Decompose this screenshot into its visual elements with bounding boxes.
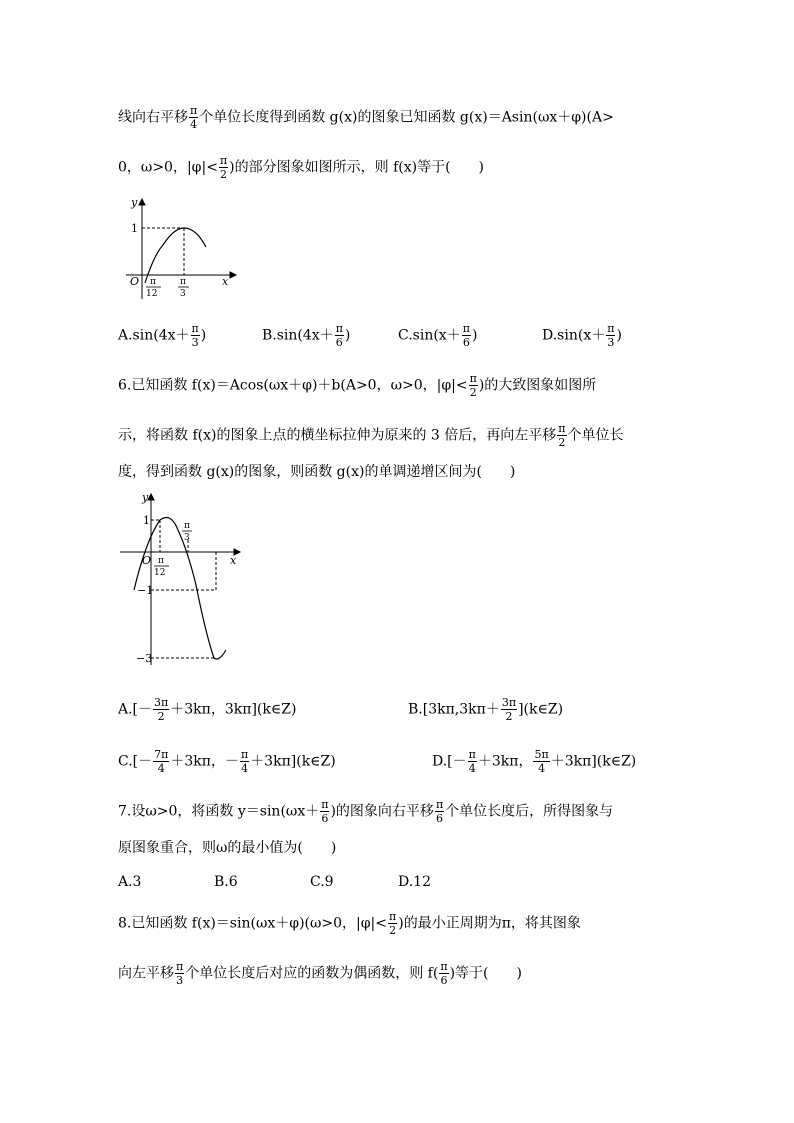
q6-neg-three: −3 (136, 652, 153, 665)
q5-line-2: 0，ω>0，|φ|< $\frac{\pi}{2}$ )的部分图象如图所示，则 f(x)等于( ) (118, 154, 485, 181)
fraction: $\frac{\pi}{2}$ (219, 154, 228, 181)
q5-option-a: A.sin(4x＋ $\frac{\pi}{3}$ ) (118, 322, 207, 349)
q6-y-label: y (142, 491, 149, 504)
q6-neg-one: −1 (137, 584, 154, 597)
q5-y-arrow (139, 199, 145, 205)
q7-option-d: D.12 (398, 874, 431, 890)
q5-option-d: D.sin(x＋ $\frac{\pi}{3}$ ) (542, 322, 622, 349)
q5-x-label: x (222, 275, 229, 288)
q6-tick-pi12-den: 12 (154, 568, 166, 578)
q6-tick-pi3-den: 3 (184, 533, 190, 543)
q5-origin: O (130, 275, 140, 288)
q5-option-b: B.sin(4x＋ $\frac{\pi}{6}$ ) (262, 322, 351, 349)
q6-option-c: C.[－ $\frac{7\pi}{4}$ ＋3kπ，－ $\frac{\pi}{4}$ ＋3kπ](k∈Z) (118, 748, 336, 775)
q6-option-d: D.[－ $\frac{\pi}{4}$ ＋3kπ， $\frac{5\pi}{4}$ ＋3kπ](k∈Z) (432, 748, 637, 775)
q7-line-1: 7.设ω>0，将函数 y＝sin(ωx＋ $\frac{\pi}{6}$ )的图象向右平移 $\frac{\pi}{6}$ 个单位长度后，所得图象与 (118, 798, 614, 825)
q8-line-1: 8.已知函数 f(x)＝sin(ωx＋φ)(ω>0，|φ|< $\frac{\pi}{2}$ )的最小正周期为π，将其图象 (118, 910, 581, 937)
q5-graph (118, 195, 238, 305)
q5-option-c: C.sin(x＋ $\frac{\pi}{6}$ ) (398, 322, 478, 349)
q6-line-3: 度，得到函数 g(x)的图象，则函数 g(x)的单调递增区间为( ) (118, 464, 516, 480)
q7-option-a: A.3 (118, 874, 142, 890)
q8-line-2: 向左平移 $\frac{\pi}{3}$ 个单位长度后对应的函数为偶函数，则 f( $\frac{\pi}{6}$ )等于( ) (118, 960, 522, 987)
q7-option-b: B.6 (214, 874, 238, 890)
q5-tick-pi3-num: π (180, 277, 186, 287)
q5-tick-pi3-den: 3 (180, 289, 186, 299)
q6-graph (116, 490, 246, 670)
q7-line-2: 原图象重合，则ω的最小值为( ) (118, 840, 337, 856)
fraction: $\frac{\pi}{4}$ (190, 104, 198, 131)
q6-option-a: A.[－ $\frac{3\pi}{2}$ ＋3kπ，3kπ](k∈Z) (118, 696, 297, 723)
q6-tick-pi3-num: π (184, 521, 190, 531)
q6-one: 1 (143, 514, 150, 527)
q6-line-2: 示，将函数 f(x)的图象上点的横坐标拉伸为原来的 3 倍后，再向左平移 $\frac{\pi}{2}$ 个单位长 (118, 422, 624, 449)
q5-tick-pi12-num: π (150, 277, 156, 287)
q6-line-1: 6.已知函数 f(x)＝Acos(ωx＋φ)＋b(A>0，ω>0，|φ|< $\frac{\pi}{2}$ )的大致图象如图所 (118, 372, 597, 399)
q5-x-arrow (230, 272, 236, 278)
q5-one: 1 (131, 222, 138, 235)
q5-line-1: 线向右平移 $\frac{\pi}{4}$ 个单位长度得到函数 g(x)的图象已知函数 g(x)＝Asin(ωx＋φ)(A> (118, 104, 614, 131)
q6-origin: O (142, 554, 152, 567)
q6-x-label: x (230, 554, 237, 567)
q6-option-b: B.[3kπ,3kπ＋ $\frac{3\pi}{2}$ ](k∈Z) (408, 696, 564, 723)
q7-option-c: C.9 (310, 874, 334, 890)
q6-y-arrow (148, 494, 154, 500)
q5-y-label: y (131, 196, 138, 209)
q6-tick-pi12-num: π (158, 556, 164, 566)
q5-tick-pi12-den: 12 (146, 289, 158, 299)
